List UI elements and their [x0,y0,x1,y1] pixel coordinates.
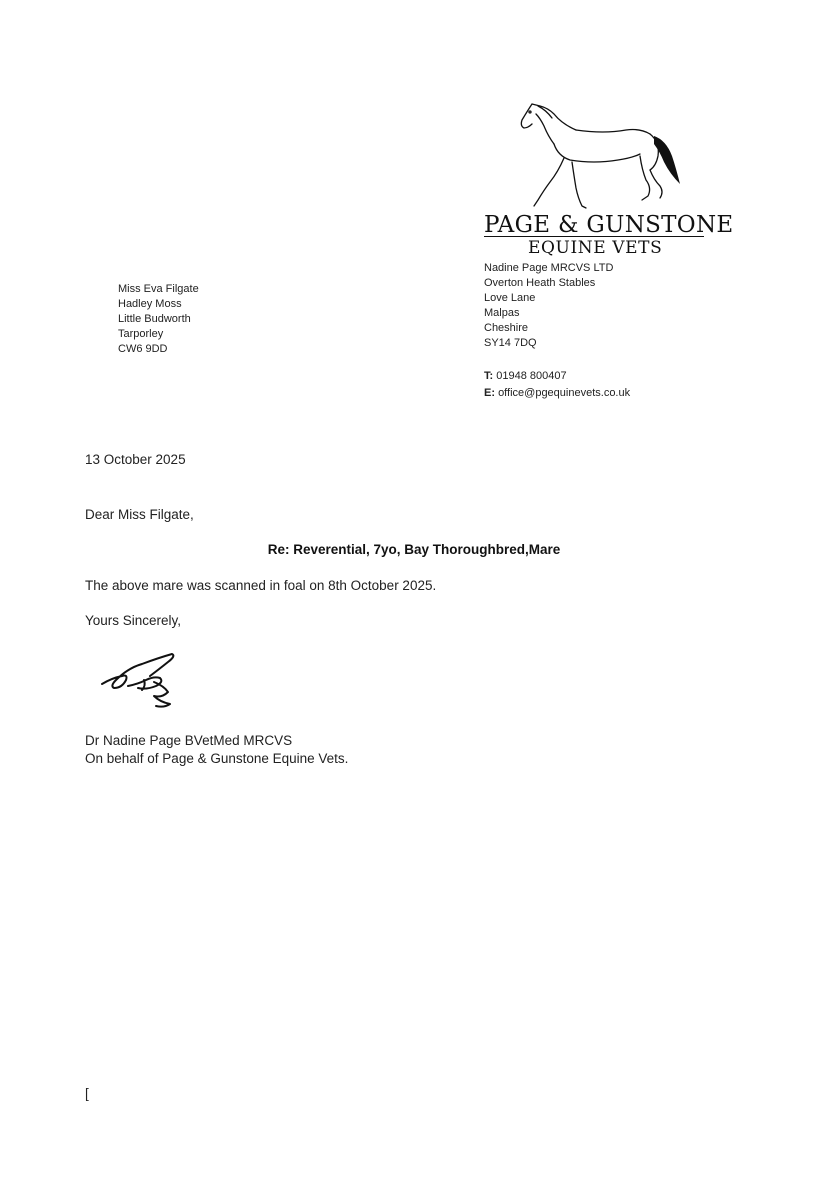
handwritten-signature [98,648,180,710]
recipient-address-line: Little Budworth [118,313,191,325]
email-address: office@pgequinevets.co.uk [498,387,631,399]
letter-statement: The above mare was scanned in foal on 8th October 2025. [85,578,437,593]
recipient-address-line: Hadley Moss [118,298,182,310]
subject-line: Re: Reverential, 7yo, Bay Thoroughbred,Mare [267,542,561,557]
email-line [484,385,630,402]
logo-brand-name: PAGE & GUNSTONE [484,212,734,238]
letter-date: 13 October 2025 [85,452,186,467]
logo-divider [484,236,704,237]
letter-salutation: Dear Miss Filgate, [85,507,194,522]
logo-subtitle: EQUINE VETS [528,238,663,258]
horse-logo-icon [514,100,684,212]
sender-address-line: SY14 7DQ [484,337,537,349]
phone-number: 01948 800407 [496,370,567,382]
sender-address-line: Overton Heath Stables [484,277,596,289]
recipient-address-line: CW6 9DD [118,343,168,355]
recipient-address-line: Tarporley [118,328,164,340]
letter-closing: Yours Sincerely, [85,613,182,628]
email-label: E: [484,387,495,399]
sender-address-line: Nadine Page MRCVS LTD [484,262,614,274]
signer-organisation: On behalf of Page & Gunstone Equine Vets. [85,751,349,766]
recipient-address [118,282,199,357]
sender-address-line: Cheshire [484,322,529,334]
signer-name: Dr Nadine Page BVetMed MRCVS [85,733,293,748]
phone-line [484,368,630,385]
stray-bracket: [ [85,1086,89,1101]
phone-label: T: [484,370,494,382]
company-logo [484,100,734,260]
recipient-address-line: Miss Eva Filgate [118,283,199,295]
sender-address-line: Malpas [484,307,520,319]
sender-address-line: Love Lane [484,292,536,304]
sender-address [484,261,613,351]
sender-contact [484,368,630,402]
